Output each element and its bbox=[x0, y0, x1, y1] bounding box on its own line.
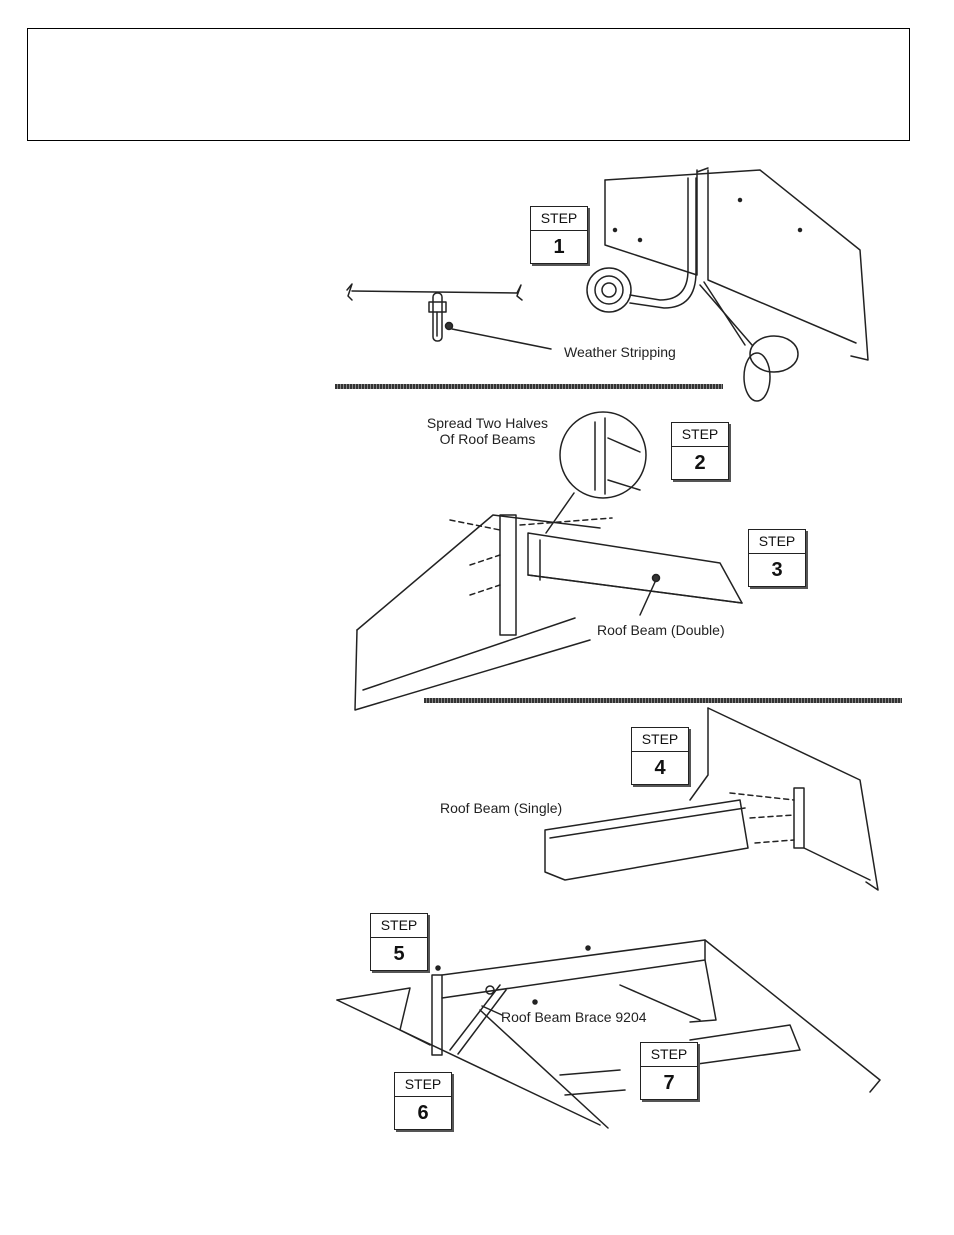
step-2-number: 2 bbox=[694, 452, 706, 474]
callout-spread-line1: Spread Two Halves bbox=[426, 415, 549, 431]
weather-stripping-cross-section bbox=[347, 284, 551, 349]
callout-spread-line2: Of Roof Beams bbox=[439, 431, 536, 447]
callout-spread-halves bbox=[415, 415, 560, 447]
step-6-box bbox=[394, 1072, 452, 1130]
step-7-label: STEP bbox=[641, 1043, 697, 1067]
step-6-number: 6 bbox=[417, 1102, 429, 1124]
step-5-label: STEP bbox=[371, 914, 427, 938]
step-6-label: STEP bbox=[395, 1073, 451, 1097]
step-3-label: STEP bbox=[749, 530, 805, 554]
callout-roof-beam-double: Roof Beam (Double) bbox=[597, 622, 725, 638]
divider-2 bbox=[424, 698, 902, 703]
step-5-box bbox=[370, 913, 428, 971]
step-7-box bbox=[640, 1042, 698, 1100]
step-3-number: 3 bbox=[771, 559, 783, 581]
callout-roof-beam-brace: Roof Beam Brace 9204 bbox=[501, 1009, 647, 1025]
step-3-box bbox=[748, 529, 806, 587]
step-1-number: 1 bbox=[553, 236, 565, 258]
step-2-box bbox=[671, 422, 729, 480]
step-1-label: STEP bbox=[531, 207, 587, 231]
step-2-label: STEP bbox=[672, 423, 728, 447]
step-4-box bbox=[631, 727, 689, 785]
roof-beam-single-illustration bbox=[545, 708, 878, 890]
step-5-number: 5 bbox=[393, 943, 405, 965]
callout-roof-beam-single: Roof Beam (Single) bbox=[440, 800, 563, 816]
step-1-box bbox=[530, 206, 588, 264]
step-7-number: 7 bbox=[663, 1072, 675, 1094]
step-4-label: STEP bbox=[632, 728, 688, 752]
panel-corner-with-scissors bbox=[587, 168, 868, 401]
callout-weather-stripping: Weather Stripping bbox=[564, 344, 676, 360]
divider-1 bbox=[335, 384, 723, 389]
step-4-number: 4 bbox=[654, 757, 666, 779]
